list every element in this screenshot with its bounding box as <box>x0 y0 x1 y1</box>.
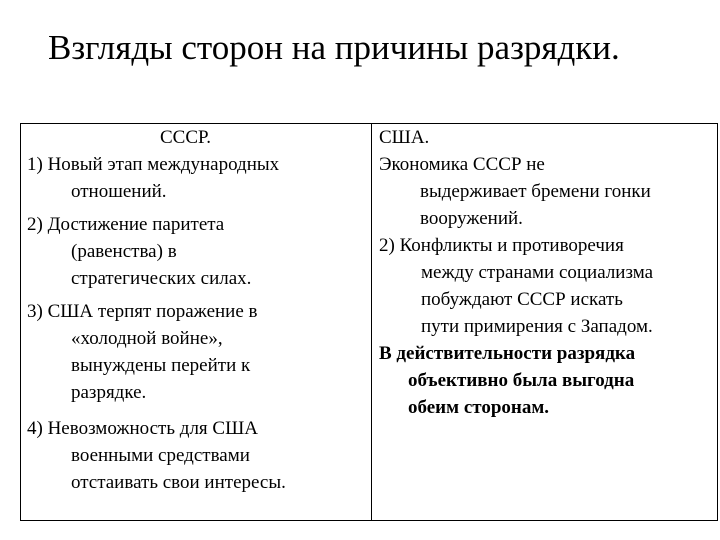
usa-reason-1-line-3: вооружений. <box>420 208 523 229</box>
ussr-header: СССР. <box>160 127 211 148</box>
conclusion <box>379 340 715 421</box>
ussr-reason-4 <box>27 415 367 496</box>
usa-reason-2-line-3: побуждают СССР искать <box>421 289 623 310</box>
ussr-reason-3-line-2: «холодной войне», <box>71 328 223 349</box>
usa-reason-2 <box>379 232 715 340</box>
column-divider <box>371 124 372 520</box>
usa-reason-2-line-2: между странами социализма <box>421 262 654 283</box>
ussr-reason-2-line-3: стратегических силах. <box>71 268 252 289</box>
usa-reason-1-line-1: Экономика СССР не <box>379 154 545 175</box>
ussr-reason-2-line-1: 2) Достижение паритета <box>27 214 225 235</box>
ussr-reason-1-line-2: отношений. <box>71 181 167 202</box>
usa-header: США. <box>379 127 430 148</box>
ussr-reason-3-line-4: разрядке. <box>71 382 147 403</box>
comparison-table <box>20 123 718 521</box>
ussr-reason-4-line-2: военными средствами <box>71 445 250 466</box>
ussr-column <box>27 124 367 496</box>
usa-reason-1 <box>379 151 715 232</box>
ussr-reason-3-line-3: вынуждены перейти к <box>71 355 251 376</box>
usa-reason-2-line-1: 2) Конфликты и противоречия <box>379 235 624 256</box>
ussr-reason-3 <box>27 298 367 406</box>
ussr-reason-1 <box>27 151 367 205</box>
usa-column <box>379 124 715 421</box>
usa-reason-2-line-4: пути примирения с Западом. <box>421 316 653 337</box>
ussr-reason-4-line-1: 4) Невозможность для США <box>27 418 258 439</box>
ussr-reason-4-line-3: отстаивать свои интересы. <box>71 472 286 493</box>
ussr-reason-3-line-1: 3) США терпят поражение в <box>27 301 258 322</box>
ussr-reason-1-line-1: 1) Новый этап международных <box>27 154 280 175</box>
conclusion-line-3: обеим сторонам. <box>408 397 550 418</box>
conclusion-line-1: В действительности разрядка <box>379 343 636 364</box>
ussr-reason-2 <box>27 211 367 292</box>
conclusion-line-2: объективно была выгодна <box>408 370 635 391</box>
slide-title: Взгляды сторон на причины разрядки. <box>48 28 620 67</box>
ussr-reason-2-line-2: (равенства) в <box>71 241 177 262</box>
usa-reason-1-line-2: выдерживает бремени гонки <box>420 181 651 202</box>
